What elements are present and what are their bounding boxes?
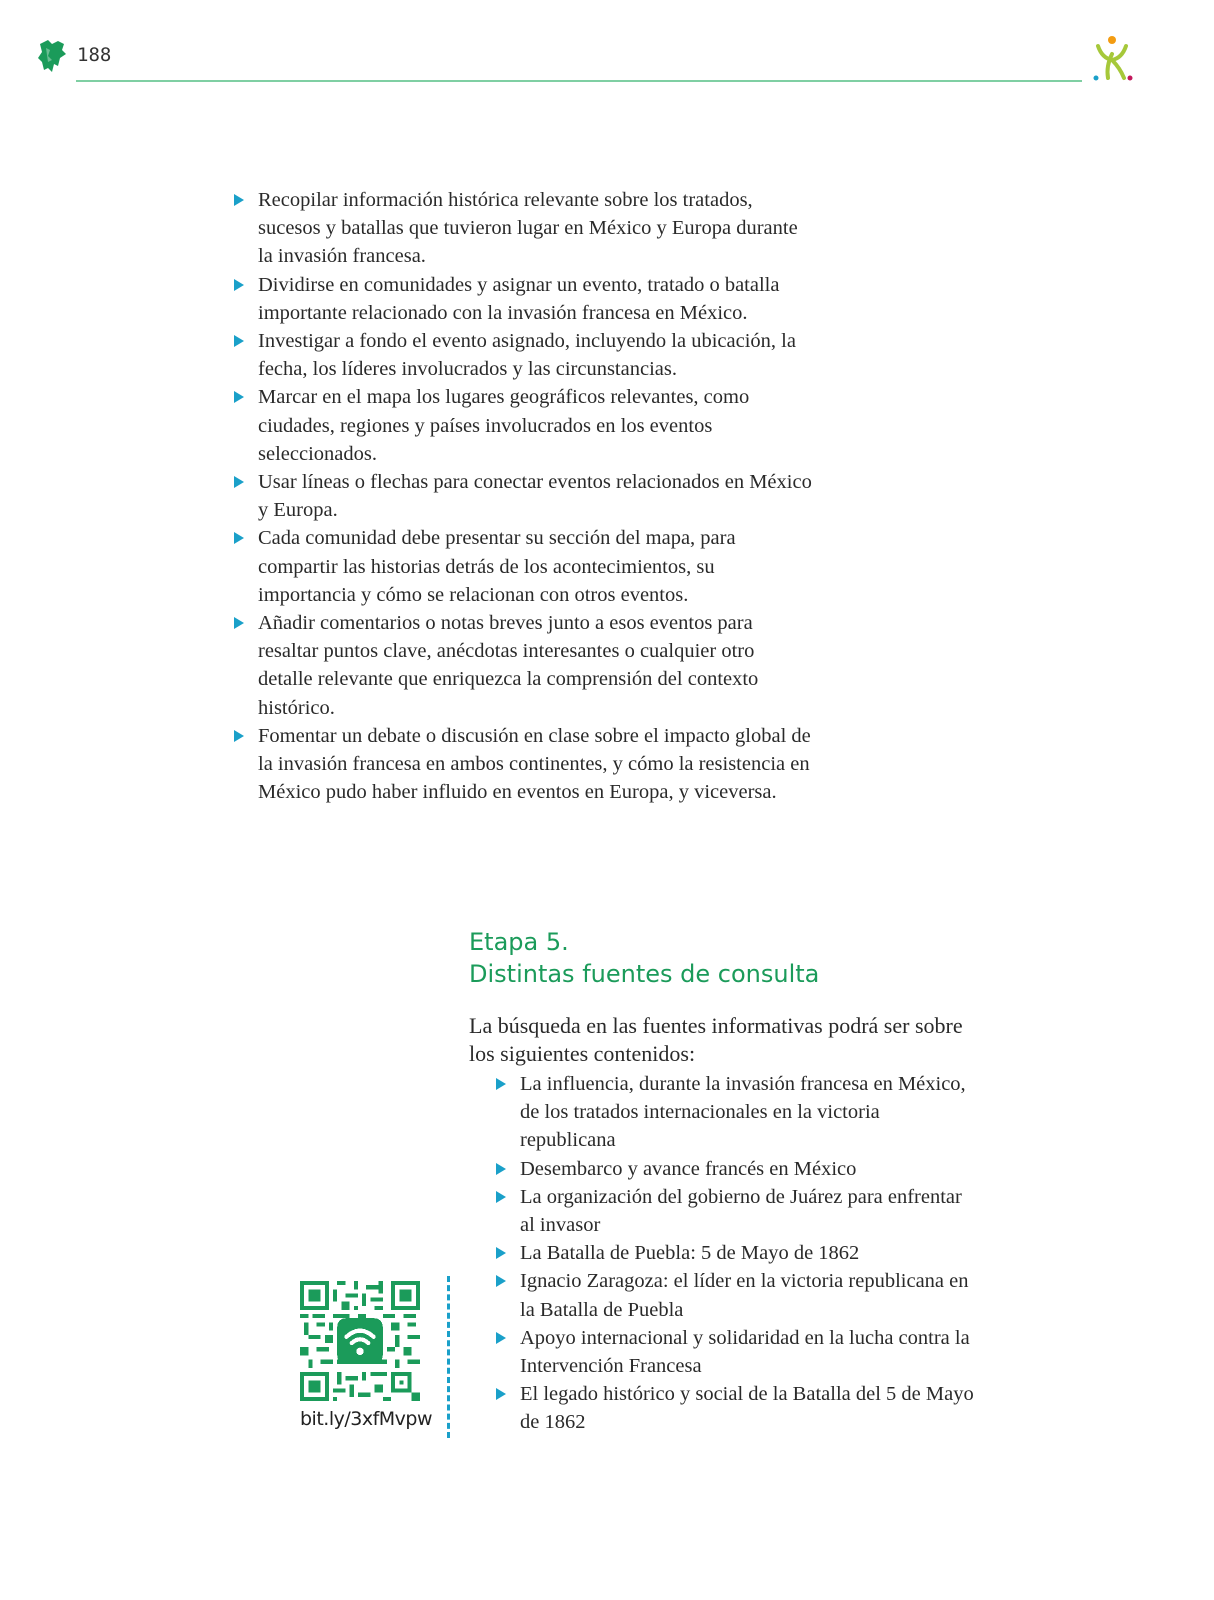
- header-rule: [76, 80, 1082, 82]
- list-item: El legado histórico y social de la Batalla del 5 de Mayo de 1862: [496, 1380, 976, 1436]
- list-item: Añadir comentarios o notas breves junto a esos eventos para resaltar puntos clave, anécdotas interesantes o cualquier otro detalle relevante que enriquezca la comprensión del contexto histórico.: [234, 609, 814, 722]
- map-region-icon: [36, 38, 68, 76]
- triangle-bullet-icon: [234, 730, 244, 742]
- triangle-bullet-icon: [234, 476, 244, 488]
- triangle-bullet-icon: [496, 1332, 506, 1344]
- stage-intro: La búsqueda en las fuentes informativas podrá ser sobre los siguientes contenidos:: [469, 1013, 963, 1066]
- list-item: Usar líneas o flechas para conectar eventos relacionados en México y Europa.: [234, 468, 814, 524]
- list-item: Investigar a fondo el evento asignado, incluyendo la ubicación, la fecha, los líderes involucrados y las circunstancias.: [234, 327, 814, 383]
- list-item: La organización del gobierno de Juárez para enfrentar al invasor: [496, 1183, 976, 1239]
- triangle-bullet-icon: [496, 1247, 506, 1259]
- list-item: Apoyo internacional y solidaridad en la lucha contra la Intervención Francesa: [496, 1324, 976, 1380]
- triangle-bullet-icon: [496, 1163, 506, 1175]
- logo-figure-icon: [1088, 34, 1138, 84]
- list-item: La Batalla de Puebla: 5 de Mayo de 1862: [496, 1239, 976, 1267]
- triangle-bullet-icon: [234, 532, 244, 544]
- list-item: La influencia, durante la invasión francesa en México, de los tratados internacionales en la victoria republicana: [496, 1070, 976, 1155]
- list-item: Cada comunidad debe presentar su sección del mapa, para compartir las historias detrás de los acontecimientos, su importancia y cómo se relacionan con otros eventos.: [234, 524, 814, 609]
- topics-list: [496, 1070, 976, 1437]
- triangle-bullet-icon: [234, 194, 244, 206]
- qr-code-icon[interactable]: [300, 1281, 420, 1401]
- list-item: Recopilar información histórica relevante sobre los tratados, sucesos y batallas que tuvieron lugar en México y Europa durante la invasión francesa.: [234, 186, 814, 271]
- triangle-bullet-icon: [234, 617, 244, 629]
- list-item: Dividirse en comunidades y asignar un evento, tratado o batalla importante relacionado con la invasión francesa en México.: [234, 271, 814, 327]
- list-item: Ignacio Zaragoza: el líder en la victoria republicana en la Batalla de Puebla: [496, 1267, 976, 1323]
- triangle-bullet-icon: [234, 335, 244, 347]
- dashed-divider: [447, 1276, 450, 1438]
- qr-link-text[interactable]: bit.ly/3xfMvpw: [300, 1408, 433, 1430]
- page-number: 188: [77, 44, 112, 66]
- list-item: Marcar en el mapa los lugares geográficos relevantes, como ciudades, regiones y países involucrados en los eventos seleccionados.: [234, 383, 814, 468]
- list-item: Fomentar un debate o discusión en clase sobre el impacto global de la invasión francesa en ambos continentes, y cómo la resistencia en México pudo haber influido en eventos en Europa, y viceversa.: [234, 722, 814, 807]
- triangle-bullet-icon: [496, 1078, 506, 1090]
- stage-title: Etapa 5.: [469, 928, 569, 956]
- activities-list: [234, 186, 814, 806]
- triangle-bullet-icon: [496, 1388, 506, 1400]
- list-item: Desembarco y avance francés en México: [496, 1155, 976, 1183]
- triangle-bullet-icon: [234, 391, 244, 403]
- triangle-bullet-icon: [234, 279, 244, 291]
- triangle-bullet-icon: [496, 1275, 506, 1287]
- stage-heading: [469, 926, 819, 990]
- stage-subtitle: Distintas fuentes de consulta: [469, 960, 820, 988]
- triangle-bullet-icon: [496, 1191, 506, 1203]
